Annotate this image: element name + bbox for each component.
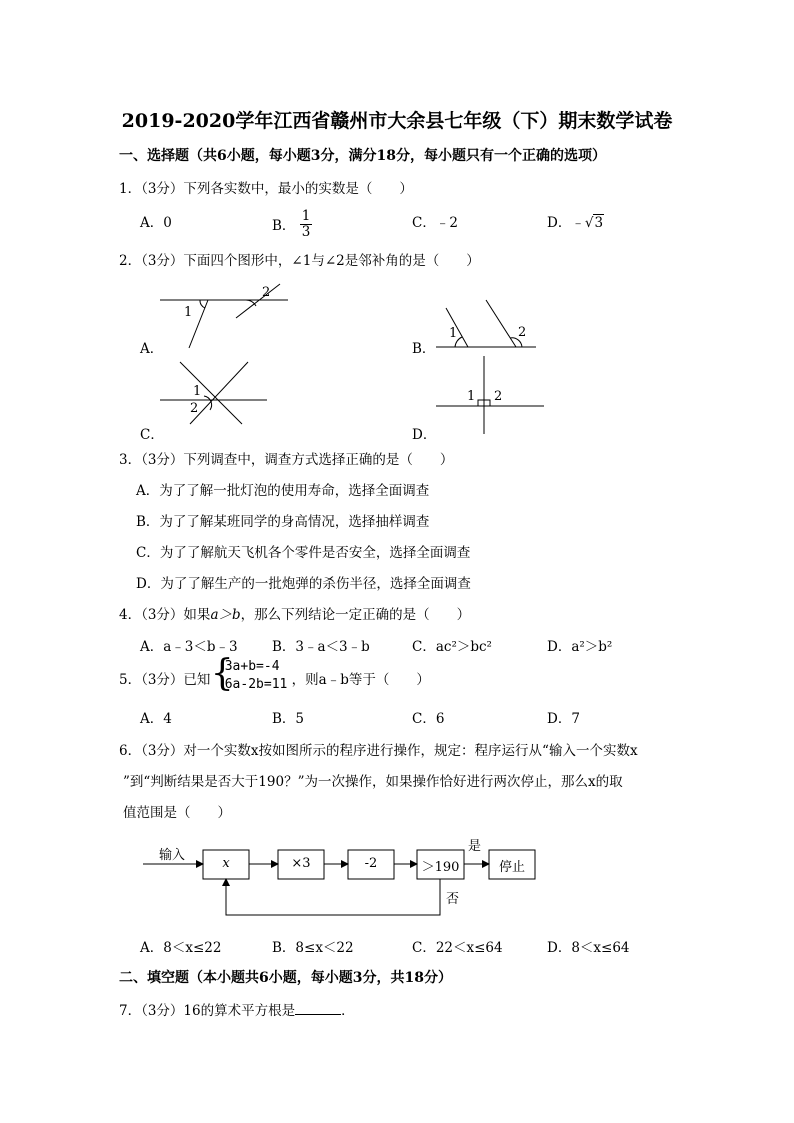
question-7-stem: [119, 999, 355, 1019]
answer-blank: [295, 1002, 341, 1015]
figure-2b-label-1: 1: [449, 326, 458, 341]
question-5-stem: [119, 653, 430, 702]
figure-2b-label-2: 2: [518, 325, 527, 340]
equation-lines: [225, 658, 288, 694]
question-3-stem: 3．（3分）下列调查中，调查方式选择正确的是（ ）: [119, 452, 454, 468]
question-3-option-c: C．为了了解航天飞机各个零件是否安全，选择全面调查: [136, 545, 471, 561]
question-4-stem: [119, 603, 470, 623]
question-4-option-b: B．3﹣a＜3﹣b: [272, 639, 370, 655]
question-4-condition: a＞b: [210, 607, 241, 623]
question-1-option-c: C．﹣2: [412, 215, 458, 231]
fraction: [300, 209, 313, 240]
equation-2: 6a-2b=11: [224, 677, 288, 692]
flowchart-box-x: x: [222, 856, 230, 871]
figure-2c-label-2: 2: [190, 401, 199, 416]
question-2-option-b: B．: [412, 341, 436, 357]
radicand: 3: [594, 215, 604, 231]
section-heading-fill: 二、填空题（本小题共6小题，每小题3分，共18分）: [119, 970, 452, 986]
question-6-option-b: B．8≤x＜22: [272, 940, 354, 956]
question-1-option-a: A．0: [140, 215, 172, 231]
question-4-stem-post: ，那么下列结论一定正确的是（ ）: [240, 607, 471, 623]
flowchart-yes-label: 是: [468, 839, 482, 854]
equation-system: [210, 653, 288, 694]
figure-2b: [436, 298, 538, 350]
question-7-stem-post: ．: [341, 1003, 355, 1019]
question-4-option-c: C．ac²＞bc²: [412, 639, 492, 655]
question-3-option-b: B．为了了解某班同学的身高情况，选择抽样调查: [136, 514, 430, 530]
question-6-option-c: C．22＜x≤64: [412, 940, 503, 956]
question-5-option-b: B．5: [272, 711, 305, 727]
question-7-stem-pre: 7．（3分）16的算术平方根是: [119, 1003, 296, 1019]
page-title: 2019-2020学年江西省赣州市大余县七年级（下）期末数学试卷: [121, 110, 673, 132]
flowchart-box-subtract: -2: [364, 856, 378, 871]
question-2-option-a: A．: [140, 341, 164, 357]
flowchart-input-label: 输入: [159, 848, 186, 863]
question-4-option-a: A．a﹣3＜b﹣3: [140, 639, 238, 655]
figure-2d-label-1: 1: [467, 389, 476, 404]
question-5-option-d: D．7: [547, 711, 580, 727]
question-4-option-d: D．a²＞b²: [547, 639, 613, 655]
question-1-option-b: [272, 208, 312, 242]
fraction-denominator: 3: [301, 224, 311, 240]
flowchart-box-multiply: ×3: [291, 856, 311, 871]
question-6-option-a: A．8＜x≤22: [140, 940, 222, 956]
figure-2a-label-1: 1: [184, 305, 193, 320]
question-2-option-c: C．: [140, 427, 164, 443]
question-6-option-d: D．8＜x≤64: [547, 940, 630, 956]
question-1-option-d: [547, 211, 604, 231]
question-2-stem: 2．（3分）下面四个图形中，∠1与∠2是邻补角的是（ ）: [119, 253, 480, 269]
figure-2c-label-1: 1: [193, 384, 202, 399]
minus-sign: ﹣: [571, 215, 585, 231]
question-5-option-c: C．6: [412, 711, 445, 727]
question-5-stem-pre: 5．（3分）已知: [119, 672, 211, 688]
option-b-label: B．: [272, 218, 296, 234]
figure-2d-label-2: 2: [494, 389, 503, 404]
figure-2d: [436, 356, 546, 436]
figure-2a: [160, 284, 290, 350]
question-6-line-3: 值范围是（ ）: [123, 805, 231, 821]
option-d-label: D．: [547, 215, 572, 231]
sqrt-symbol: √: [584, 215, 594, 231]
question-6-line-2: ”到“判断结果是否大于190？”为一次操作，如果操作恰好进行两次停止，那么x的取: [123, 774, 623, 790]
question-1-stem: 1．（3分）下列各实数中，最小的实数是（ ）: [119, 181, 413, 197]
question-3-option-a: A．为了了解一批灯泡的使用寿命，选择全面调查: [136, 483, 430, 499]
section-heading-choice: 一、选择题（共6小题，每小题3分，满分18分，每小题只有一个正确的选项）: [119, 148, 606, 164]
question-5-stem-post: ，则a﹣b等于（ ）: [291, 672, 430, 688]
fraction-numerator: 1: [301, 208, 311, 224]
question-6-line-1: 6．（3分）对一个实数x按如图所示的程序进行操作，规定：程序运行从“输入一个实数x: [119, 743, 638, 759]
figure-2c: [160, 360, 270, 426]
flowchart-box-compare: ＞190: [421, 860, 460, 875]
question-4-stem-pre: 4．（3分）如果: [119, 607, 211, 623]
equation-1: 3a+b=-4: [224, 659, 280, 674]
figure-2a-label-2: 2: [262, 285, 271, 300]
question-5-option-a: A．4: [140, 711, 172, 727]
flowchart-no-label: 否: [446, 892, 460, 907]
brace: {: [210, 653, 234, 694]
flowchart-box-stop: 停止: [498, 860, 525, 875]
question-3-option-d: D．为了了解生产的一批炮弹的杀伤半径，选择全面调查: [136, 576, 471, 592]
question-2-option-d: D．: [412, 427, 437, 443]
